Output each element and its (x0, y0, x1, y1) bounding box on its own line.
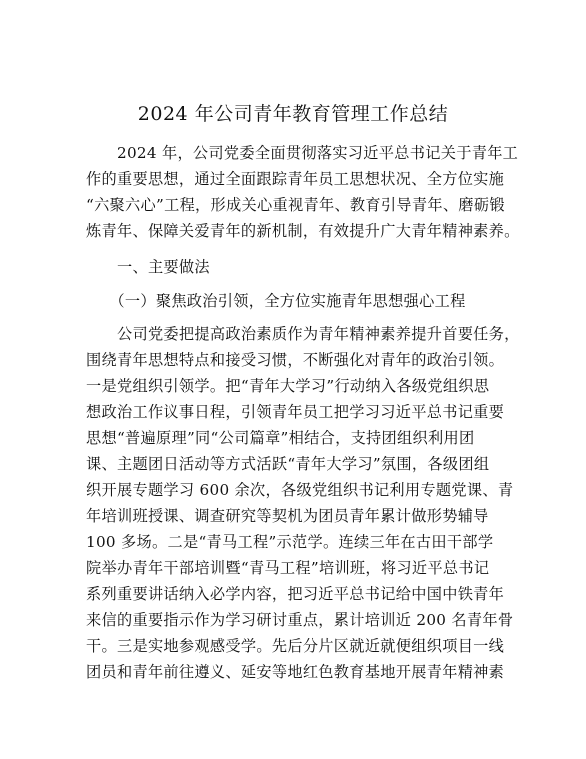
paragraph-line: 系列重要讲话纳入必学内容，把习近平总书记给中国中铁青年 (86, 585, 505, 603)
subsection-heading: （一）聚焦政治引领，全方位实施青年思想强心工程 (86, 292, 466, 310)
paragraph-line: 一是党组织引领学。把“青年大学习”行动纳入各级党组织思 (86, 377, 490, 395)
paragraph-line: 2024 年，公司党委全面贯彻落实习近平总书记关于青年工 (86, 144, 519, 162)
paragraph-line: 来信的重要指示作为学习研讨重点，累计培训近 200 名青年骨 (86, 611, 514, 629)
paragraph-line: 思想“普遍原理”同“公司篇章”相结合，支持团组织利用团 (86, 429, 475, 447)
paragraph-line: 团员和青年前往遵义、延安等地红色教育基地开展青年精神素 (86, 663, 505, 681)
paragraph-line: “六聚六心”工程，形成关心重视青年、教育引导青年、磨砺锻 (86, 196, 505, 214)
paragraph-line: 干。三是实地参观感受学。先后分片区就近就便组织项目一线 (86, 637, 505, 655)
paragraph-line: 炼青年、保障关爱青年的新机制，有效提升广大青年精神素养。 (86, 222, 520, 240)
paragraph-line: 作的重要思想，通过全面跟踪青年员工思想状况、全方位实施 (86, 170, 505, 188)
paragraph-line: 想政治工作议事日程，引领青年员工把学习习近平总书记重要 (86, 403, 505, 421)
paragraph-line: 100 多场。二是“青马工程”示范学。连续三年在古田干部学 (86, 533, 494, 551)
paragraph-line: 围绕青年思想特点和接受习惯，不断强化对青年的政治引领。 (86, 351, 505, 369)
paragraph-line: 院举办青年干部培训暨“青马工程”培训班，将习近平总书记 (86, 559, 490, 577)
document-title: 2024 年公司青年教育管理工作总结 (137, 103, 449, 125)
section-heading: 一、主要做法 (86, 258, 210, 276)
paragraph-line: 公司党委把提高政治素质作为青年精神素养提升首要任务， (86, 325, 520, 343)
paragraph-line: 年培训班授课、调查研究等契机为团员青年累计做形势辅导 (86, 507, 489, 525)
paragraph-line: 织开展专题学习 600 余次，各级党组织书记利用专题党课、青 (86, 481, 514, 499)
paragraph-line: 课、主题团日活动等方式活跃“青年大学习”氛围，各级团组 (86, 455, 490, 473)
